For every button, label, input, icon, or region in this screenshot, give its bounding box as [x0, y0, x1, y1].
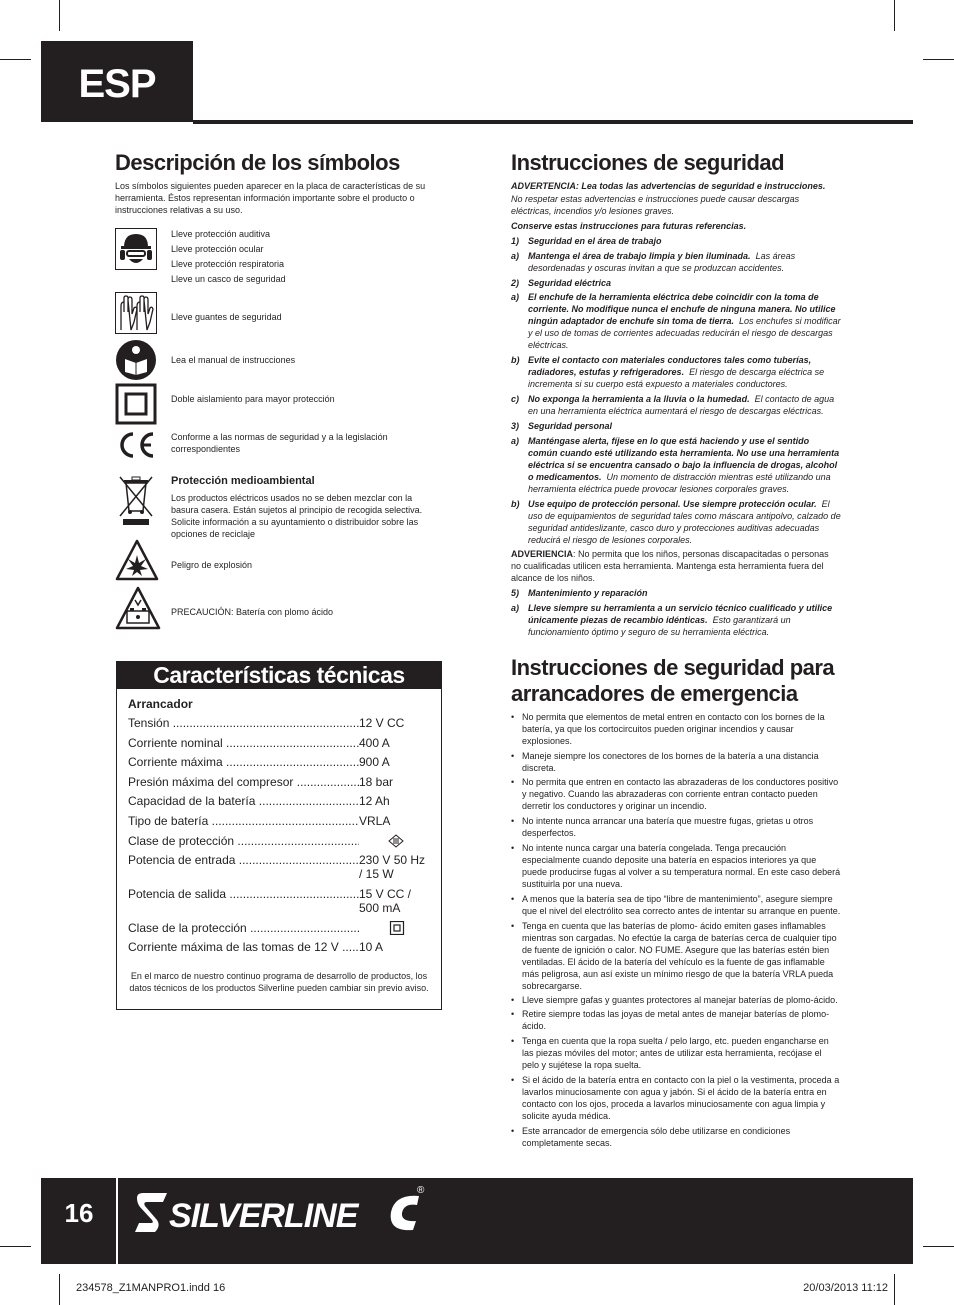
crop-mark — [894, 1274, 895, 1305]
ppe-head-icon — [115, 228, 157, 270]
lead-acid-text: PRECAUCIÓN: Batería con plomo ácido — [171, 607, 334, 617]
crop-mark — [59, 0, 60, 31]
crop-mark — [923, 1246, 954, 1247]
class-iii-icon — [361, 834, 431, 848]
ppe-helmet-text: Lleve un casco de seguridad — [171, 274, 286, 284]
gloves-text: Lleve guantes de seguridad — [171, 312, 282, 322]
weee-bin-icon — [115, 473, 157, 527]
crop-mark — [923, 59, 954, 60]
crop-mark — [0, 1246, 31, 1247]
explosion-text: Peligro de explosión — [171, 560, 253, 570]
symbol-ppe — [115, 228, 445, 284]
read-manual-icon — [115, 339, 157, 381]
symbol-explosion — [115, 539, 445, 581]
battery-acid-warning-icon — [115, 586, 161, 630]
footer-separator — [116, 1178, 118, 1264]
print-datetime: 20/03/2013 11:12 — [803, 1282, 888, 1294]
ppe-eye-text: Lleve protección ocular — [171, 244, 264, 254]
symbol-ce — [115, 428, 445, 464]
ce-mark-icon — [115, 430, 157, 460]
spec-row: Potencia de entrada ..... 230 V 50 Hz / 15 W — [128, 853, 433, 881]
manual-text: Lea el manual de instrucciones — [171, 355, 296, 365]
symbol-gloves — [115, 292, 445, 334]
spec-row: Potencia de salida ..... 15 V CC / 500 mA — [128, 887, 433, 915]
crop-mark — [0, 59, 31, 60]
crop-mark — [59, 1274, 60, 1305]
ppe-respiratory-text: Lleve protección respiratoria — [171, 259, 285, 269]
env-text: Los productos eléctricos usados no se deben mezclar con la basura casera. Están sujetos al principio de recogida selectiva. Solicite información a su ayuntamiento o distribuidor sobre las opciones de reciclaje — [171, 493, 423, 539]
symbol-environment — [115, 473, 445, 539]
safety-warning-text: No respetar estas advertencias e instrucciones puede causar descargas eléctricas, incendios y/o lesiones graves. — [511, 194, 800, 216]
env-title: Protección medioambiental — [171, 475, 315, 487]
ppe-hearing-text: Lleve protección auditiva — [171, 229, 271, 239]
file-info: 234578_Z1MANPRO1.indd 16 — [76, 1282, 226, 1294]
crop-mark — [894, 0, 895, 31]
page-number: 16 — [64, 1198, 94, 1228]
specs-group: Arrancador — [128, 697, 193, 711]
silverline-logo — [133, 1190, 433, 1236]
logo-wordmark: SILVERLINE — [169, 1197, 358, 1235]
symbols-title: Descripción de los símbolos — [115, 150, 400, 175]
safety-keep: Conserve estas instrucciones para futuras referencias. — [511, 221, 747, 231]
language-code: ESP — [78, 62, 156, 106]
symbol-lead-acid — [115, 586, 445, 630]
registered-mark: ® — [417, 1185, 425, 1196]
double-insulation-icon — [115, 383, 157, 425]
safety-warning: ADVERTENCIA: Lea todas las advertencias de seguridad e instrucciones. — [511, 181, 826, 191]
symbol-manual — [115, 339, 445, 381]
ce-text: Conforme a las normas de seguridad y a la legislación correspondientes — [171, 432, 388, 454]
explosion-warning-icon — [115, 539, 159, 581]
booster-title: Instrucciones de seguridad para arrancadores de emergencia — [511, 655, 835, 706]
safety-title: Instrucciones de seguridad — [511, 150, 785, 175]
symbol-double-insulation — [115, 383, 445, 425]
double-insulation-text: Doble aislamiento para mayor protección — [171, 394, 335, 404]
specs-note: En el marco de nuestro continuo programa de desarrollo de productos, los datos técnicos de los productos Silverline pueden cambiar sin previo aviso. — [129, 971, 429, 993]
symbols-intro: Los símbolos siguientes pueden aparecer en la placa de características de su herramienta. Éstos representan información importante sobre el producto o instrucciones relativas a su uso. — [115, 181, 426, 215]
gloves-icon — [115, 292, 157, 334]
class-ii-icon — [362, 921, 432, 935]
header-rule — [193, 120, 913, 124]
specs-title: Características técnicas — [116, 661, 442, 689]
safety-children-warning: ADVERIENCIA: No permita que los niños, personas discapacitadas o personas no cualificadas utilicen esta herramienta. Mantenga esta herramienta fuera del alcance de los niños. — [511, 549, 829, 583]
